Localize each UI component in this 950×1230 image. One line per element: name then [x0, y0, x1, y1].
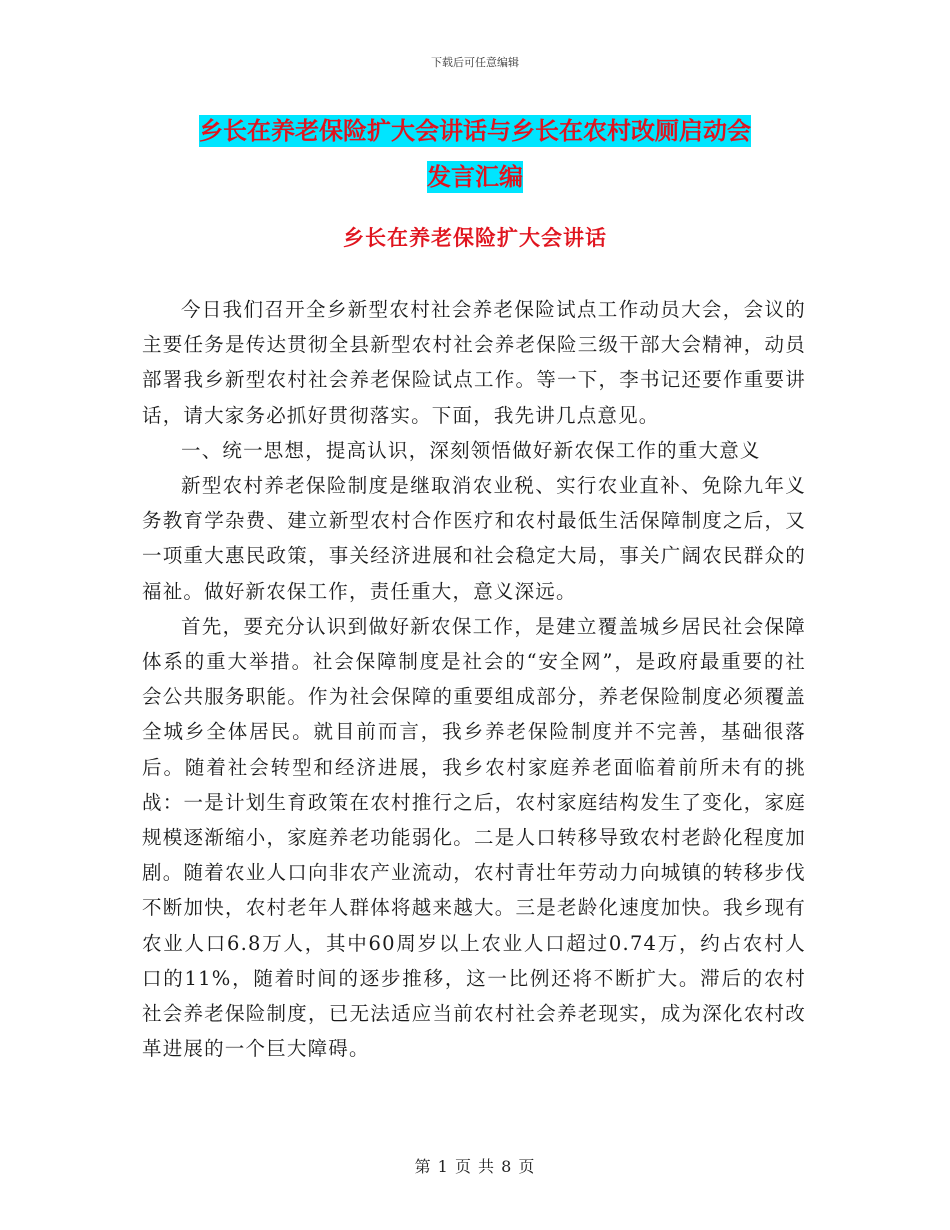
- section-title: 乡长在养老保险扩大会讲话: [343, 226, 607, 250]
- paragraph: 首先，要充分认识到做好新农保工作，是建立覆盖城乡居民社会保障体系的重大举措。社会保障制度是社会的“安全网”，是政府最重要的社会公共服务职能。作为社会保障的重要组成部分，养老保险制度必须覆盖全城乡全体居民。就目前而言，我乡养老保险制度并不完善，基础很落后。随着社会转型和经济进展，我乡农村家庭养老面临着前所未有的挑战：一是计划生育政策在农村推行之后，农村家庭结构发生了变化，家庭规模逐渐缩小，家庭养老功能弱化。二是人口转移导致农村老龄化程度加剧。随着农业人口向非农产业流动，农村青壮年劳动力向城镇的转移步伐不断加快，农村老年人群体将越来越大。三是老龄化速度加快。我乡现有农业人口6.8万人，其中60周岁以上农业人口超过0.74万，约占农村人口的11%，随着时间的逐步推移，这一比例还将不断扩大。滞后的农村社会养老保险制度，已无法适应当前农村社会养老现实，成为深化农村改革进展的一个巨大障碍。: [142, 614, 806, 1061]
- page-number-footer: 第 1 页 共 8 页: [414, 1157, 536, 1176]
- body-text: [142, 292, 806, 1066]
- paragraph: 新型农村养老保险制度是继取消农业税、实行农业直补、免除九年义务教育学杂费、建立新型农村合作医疗和农村最低生活保障制度之后，又一项重大惠民政策，事关经济进展和社会稳定大局，事关广阔农民群众的福祉。做好新农保工作，责任重大，意义深远。: [142, 474, 806, 603]
- paragraph: 一、统一思想，提高认识，深刻领悟做好新农保工作的重大意义: [181, 438, 761, 462]
- document-title-line-1: 乡长在养老保险扩大会讲话与乡长在农村改厕启动会: [199, 117, 751, 145]
- document-title: [140, 108, 810, 200]
- paragraph: 今日我们召开全乡新型农村社会养老保险试点工作动员大会，会议的主要任务是传达贯彻全县新型农村社会养老保险三级干部大会精神，动员部署我乡新型农村社会养老保险试点工作。等一下，李书记还要作重要讲话，请大家务必抓好贯彻落实。下面，我先讲几点意见。: [142, 298, 806, 427]
- document-title-line-2: 发言汇编: [427, 163, 523, 191]
- header-note: 下载后可任意编辑: [431, 56, 519, 69]
